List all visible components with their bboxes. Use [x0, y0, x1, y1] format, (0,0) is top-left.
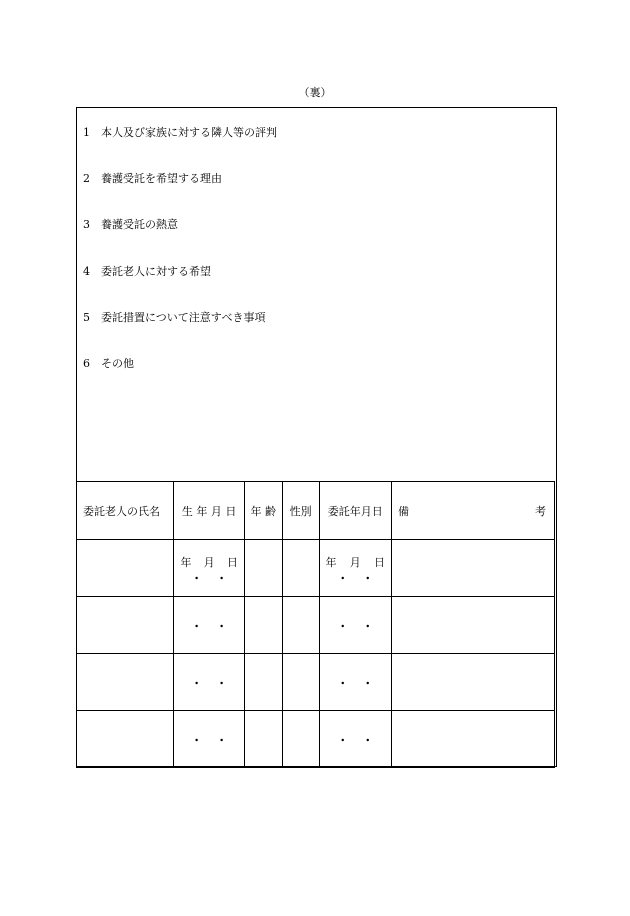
register-table — [76, 481, 555, 768]
item-reputation — [83, 124, 277, 140]
day-label: 日 — [226, 556, 238, 569]
table-row — [77, 711, 555, 768]
cell-age[interactable] — [244, 597, 282, 654]
cell-birth-date[interactable] — [174, 711, 245, 768]
item-label: 委託老人に対する希望 — [101, 265, 211, 278]
cell-name[interactable] — [77, 540, 174, 597]
form-box — [76, 107, 557, 767]
header-notes-right: 考 — [535, 504, 546, 518]
item-number: 6 — [83, 357, 90, 370]
item-label: 養護受託を希望する理由 — [101, 172, 222, 185]
cell-sex[interactable] — [282, 597, 319, 654]
date-separator-dots: ・・ — [337, 620, 388, 633]
table-header-row — [77, 482, 555, 540]
header-commission-date: 委託年月日 — [319, 482, 392, 540]
cell-age[interactable] — [244, 654, 282, 711]
item-number: 2 — [83, 172, 90, 185]
item-number: 3 — [83, 218, 90, 231]
year-label: 年 — [325, 556, 337, 569]
cell-name[interactable] — [77, 597, 174, 654]
page-title: （裏） — [298, 86, 332, 99]
date-separator-dots: ・・ — [191, 677, 242, 690]
item-label: 本人及び家族に対する隣人等の評判 — [101, 126, 277, 139]
cell-birth-date[interactable] — [174, 654, 245, 711]
item-label: 養護受託の熱意 — [101, 218, 178, 231]
month-label: 月 — [203, 556, 215, 569]
date-separator-dots: ・・ — [337, 677, 388, 690]
header-age: 年 齢 — [244, 482, 282, 540]
item-other — [83, 355, 134, 371]
date-separator-dots: ・・ — [337, 734, 388, 747]
cell-sex[interactable] — [282, 654, 319, 711]
header-name: 委託老人の氏名 — [77, 482, 174, 540]
header-sex: 性別 — [282, 482, 319, 540]
cell-birth-date[interactable] — [174, 540, 245, 597]
header-notes — [392, 482, 555, 540]
cell-sex[interactable] — [282, 540, 319, 597]
date-separator-dots: ・・ — [337, 572, 388, 585]
header-notes-left: 備 — [398, 504, 410, 518]
item-number: 5 — [83, 311, 90, 324]
date-separator-dots: ・・ — [191, 620, 242, 633]
item-reason — [83, 170, 222, 186]
date-separator-dots: ・・ — [191, 572, 242, 585]
item-preference — [83, 263, 211, 279]
cell-commission-date[interactable] — [319, 654, 392, 711]
cell-name[interactable] — [77, 711, 174, 768]
header-birth-date: 生 年 月 日 — [174, 482, 245, 540]
cell-notes[interactable] — [392, 711, 555, 768]
cell-sex[interactable] — [282, 711, 319, 768]
item-number: 1 — [83, 126, 90, 139]
table-row — [77, 540, 555, 597]
date-separator-dots: ・・ — [191, 734, 242, 747]
cell-notes[interactable] — [392, 597, 555, 654]
day-label: 日 — [374, 556, 385, 569]
year-label: 年 — [180, 556, 192, 569]
table-row — [77, 654, 555, 711]
cell-commission-date[interactable] — [319, 711, 392, 768]
item-label: その他 — [101, 357, 134, 370]
cell-age[interactable] — [244, 711, 282, 768]
cell-birth-date[interactable] — [174, 597, 245, 654]
cell-age[interactable] — [244, 540, 282, 597]
month-label: 月 — [349, 556, 361, 569]
cell-name[interactable] — [77, 654, 174, 711]
cell-notes[interactable] — [392, 540, 555, 597]
date-labels — [326, 554, 386, 570]
cell-commission-date[interactable] — [319, 540, 392, 597]
table-row — [77, 597, 555, 654]
date-labels — [180, 554, 238, 570]
cell-notes[interactable] — [392, 654, 555, 711]
item-number: 4 — [83, 265, 90, 278]
item-label: 委託措置について注意すべき事項 — [101, 311, 266, 324]
cell-commission-date[interactable] — [319, 597, 392, 654]
item-enthusiasm — [83, 216, 178, 232]
item-cautions — [83, 309, 266, 325]
